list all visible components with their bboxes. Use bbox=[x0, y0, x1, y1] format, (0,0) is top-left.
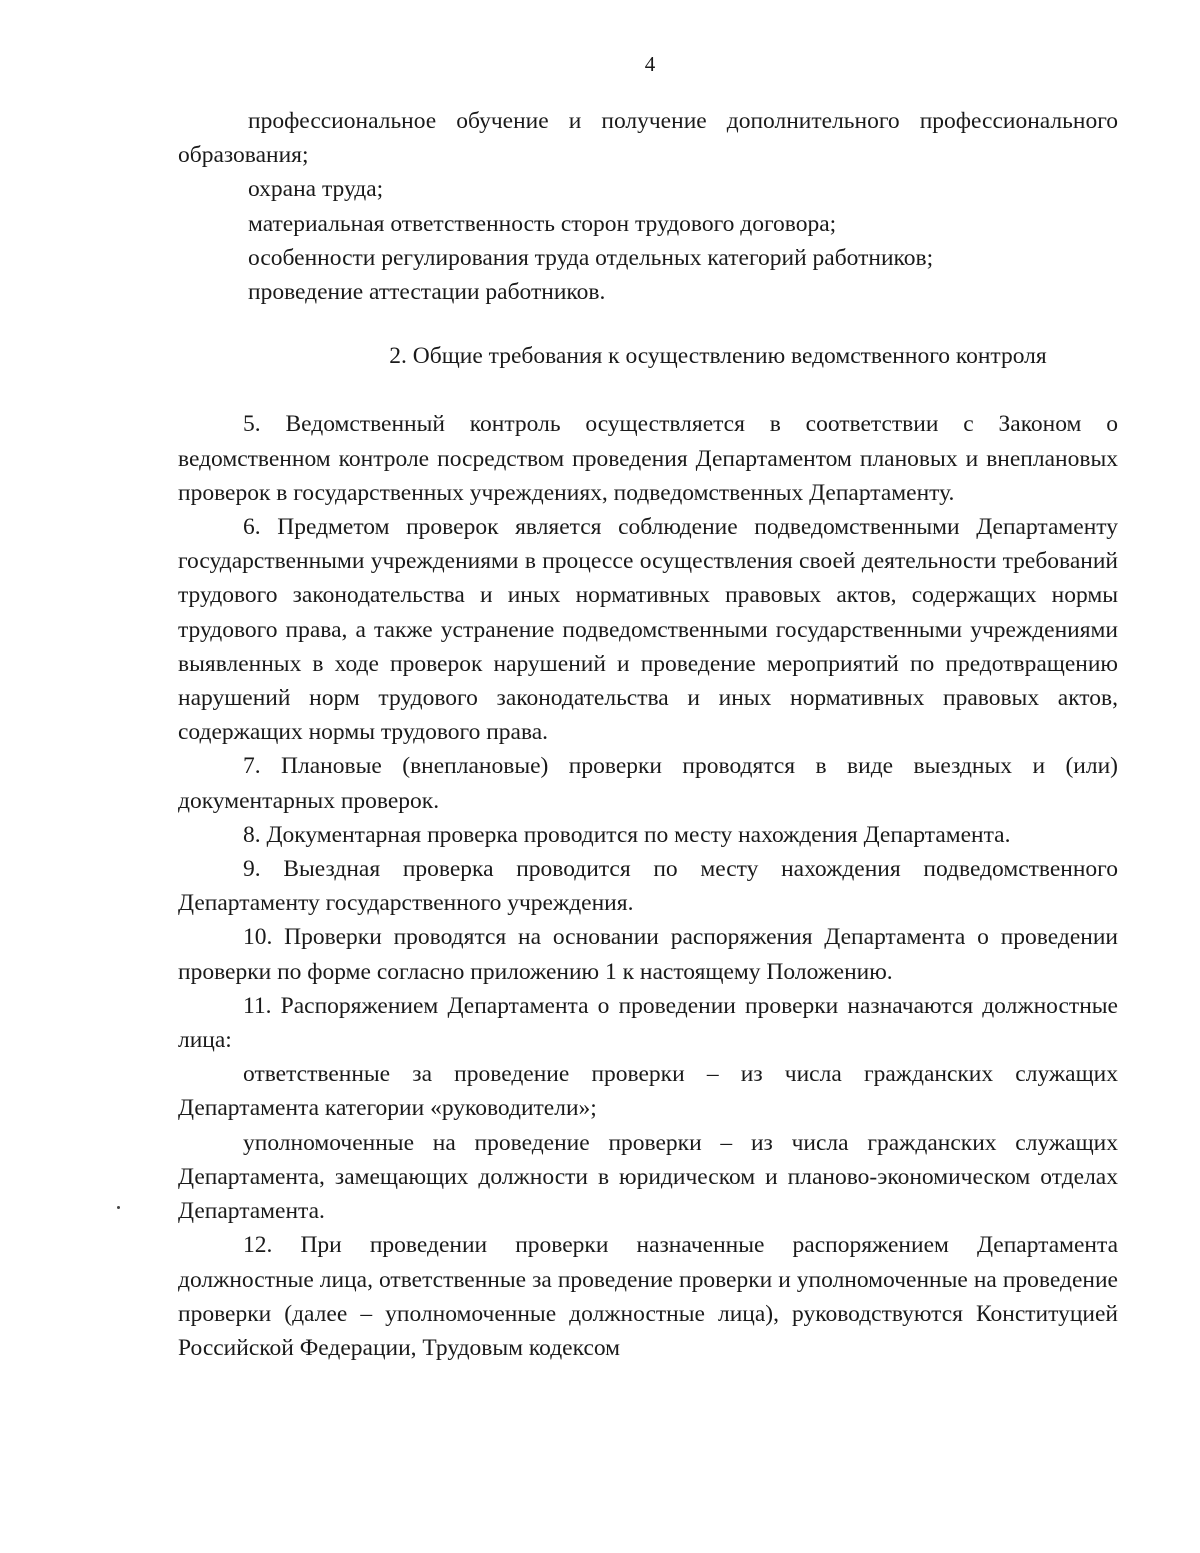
section-heading: 2. Общие требования к осуществлению ведомственного контроля bbox=[389, 343, 1047, 370]
paragraph-8: 8. Документарная проверка проводится по месту нахождения Департамента. bbox=[243, 821, 1011, 848]
list-item: материальная ответственность сторон трудового договора; bbox=[248, 210, 837, 237]
paragraph-9: 9. Выездная проверка проводится по месту нахождения подведомственного Департаменту государственного учреждения. bbox=[178, 856, 1118, 917]
paragraph-12: 12. При проведении проверки назначенные распоряжением Департамента должностные лица, ответственные за проведение проверки и уполномоченные на проведение проверки (далее – уполномоченные должностные лица), руководствуются Конституцией Российской Федерации, Трудовым кодексом bbox=[178, 1232, 1118, 1361]
list-item: охрана труда; bbox=[248, 176, 384, 203]
list-item: профессиональное обучение и получение дополнительного профессионального образования; bbox=[178, 108, 1118, 169]
paragraph-11-responsible: ответственные за проведение проверки – из числа гражданских служащих Департамента категории «руководители»; bbox=[178, 1061, 1118, 1122]
list-item: особенности регулирования труда отдельных категорий работников; bbox=[248, 244, 934, 271]
page-number: 4 bbox=[644, 52, 656, 76]
paragraph-7: 7. Плановые (внеплановые) проверки проводятся в виде выездных и (или) документарных проверок. bbox=[178, 753, 1118, 814]
list-item: проведение аттестации работников. bbox=[248, 279, 606, 306]
scan-speck bbox=[117, 1206, 120, 1209]
paragraph-11: 11. Распоряжением Департамента о проведении проверки назначаются должностные лица: bbox=[178, 992, 1118, 1054]
paragraph-11-authorized: уполномоченные на проведение проверки – из числа гражданских служащих Департамента, замещающих должности в юридическом и планово-экономическом отделах Департамента. bbox=[178, 1129, 1118, 1225]
document-body bbox=[178, 104, 1118, 1365]
paragraph-6: 6. Предметом проверок является соблюдение подведомственными Департаменту государственными учреждениями в процессе осуществления своей деятельности требований трудового законодательства и иных нормативных правовых актов, содержащих нормы трудового права, а также устранение подведомственными государственными учреждениями выявленных в ходе проверок нарушений и проведение мероприятий по предотвращению нарушений норм трудового законодательства и иных нормативных правовых актов, содержащих нормы трудового права. bbox=[178, 514, 1118, 746]
paragraph-10: 10. Проверки проводятся на основании распоряжения Департамента о проведении проверки по форме согласно приложению 1 к настоящему Положению. bbox=[178, 924, 1118, 985]
paragraph-5: 5. Ведомственный контроль осуществляется в соответствии с Законом о ведомственном контроле посредством проведения Департаментом плановых и внеплановых проверок в государственных учреждениях, подведомственных Департаменту. bbox=[178, 411, 1118, 506]
